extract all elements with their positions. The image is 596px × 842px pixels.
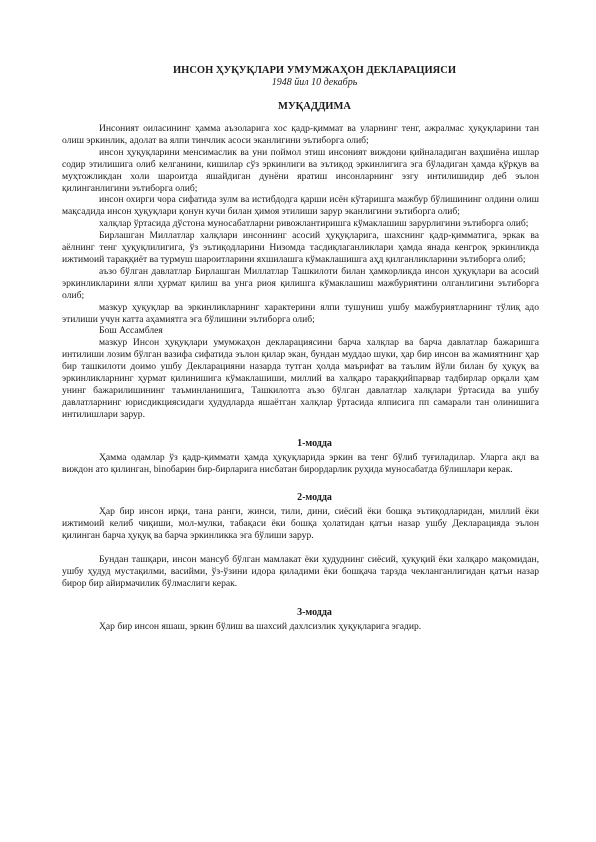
document-title: ИНСОН ҲУҚУҚЛАРИ УМУМЖАҲОН ДЕКЛАРАЦИЯСИ [172, 65, 457, 76]
preamble-body [62, 123, 539, 421]
preamble-paragraph: Бирлашган Миллатлар халқлари инсоннинг асосий ҳуқуқларига, шахснинг қадр-қимматига, эркак ва аёлнинг тенг ҳуқуқлилигига, ўз эътиқодларини Низомда тасдиқлаганликлари ҳамда янада кенгроқ эркинликда ижтимоий тараққиёт ва турмуш шароитларини яхшилашга кўмаклашишга аҳд қилганликларини эътиборга олиб; [62, 230, 539, 265]
preamble-paragraph: Инсоният оиласининг ҳамма аъзоларига хос қадр-қиммат ва уларнинг тенг, ажралмас ҳуқуқларини тан олиш эркинлик, адолат ва ялпи тинчлик асоси эканлигини эътиборга олиб; [62, 123, 539, 146]
preamble-heading: МУҚАДДИМА [278, 101, 351, 112]
preamble-paragraph: инсон охирги чора сифатида зулм ва истибдодга қарши исён кўтаришга мажбур бўлишининг олдини олиш мақсадида инсон ҳуқуқлари қонун кучи билан ҳимоя этилиши зарур эканлигини эътиборга олиб; [62, 194, 539, 218]
document-date: 1948 йил 10 декабрь [271, 77, 358, 88]
article-paragraph: Ҳамма одамлар ўз қадр-қиммати ҳамда ҳуқуқларида эркин ва тенг бўлиб туғиладилар. Уларга ақл ва виждон ато қилинган, binобарин бир-бирларига нисбатан бирордарлик руҳида муносабатда бўлишлари керак. [62, 451, 539, 475]
article-paragraph: Ҳар бир инсон яшаш, эркин бўлиш ва шахсий дахлсизлик ҳуқуқларига эгадир. [99, 620, 422, 632]
preamble-paragraph: халқлар ўртасида дўстона муносабатларни ривожлантиришга кўмаклашиш зарурлигини эътиборга олиб; [99, 218, 529, 230]
article-paragraph: Бундан ташқари, инсон мансуб бўлган мамлакат ёки ҳудуднинг сиёсий, ҳуқуқий ёки халқаро мақомидан, ушбу ҳудуд мустақилми, васийми, ўз-ўзини идора қиладими ёки бошқача тарзда чекланганлигидан қатъи назар бирор бир айирмачилик бўлмаслиги керак. [62, 554, 539, 589]
article-heading: 3-модда [297, 606, 332, 618]
general-assembly-label: Бош Ассамблея [99, 325, 163, 337]
preamble-paragraph: мазкур ҳуқуқлар ва эркинликларнинг характерини ялпи тушуниш ушбу мажбуриятларнинг тўлиқ адо этилиши учун катта аҳамиятга эга бўлишини эътиборга олиб; [62, 301, 539, 325]
article-2 [62, 492, 539, 589]
preamble-paragraph: инсон ҳуқуқларини менсимаслик ва уни поймол этиш инсоният виждони қийналадиган ваҳшиёна ишлар содир этилишига олиб келганини, кишилар сўз эркинлиги ва эътиқод эркинлигига эга бўладиган ҳамда қўрқув ва муҳтожликдан холи шароитда яшайдиган дунёни яратиш инсонларнинг эзгу интилишидир деб эълон қилинганлигини эътиборга олиб; [62, 146, 539, 194]
paragraph-spacer [62, 542, 539, 554]
article-paragraph: Ҳар бир инсон ирқи, тана ранги, жинси, тили, дини, сиёсий ёки бошқа эътиқодларидан, миллий ёки ижтимоий келиб чиқиши, мол-мулки, табақаси ёки бошқа ҳолатидан қатъи назар ушбу Декларацияда эълон қилинган барча ҳуқуқ ва барча эркинликка эга бўлиши зарур. [62, 506, 539, 542]
article-heading: 1-модда [297, 437, 332, 449]
article-heading: 2-модда [297, 492, 332, 504]
preamble-paragraph: мазкур Инсон ҳуқуқлари умумжаҳон декларациясини барча халқлар ва барча давлатлар бажаришга интилиши лозим бўлган вазифа сифатида эълон қилар экан, бундан муддао шуки, ҳар бир инсон ва жамиятнинг ҳар бир ташкилоти доимо ушбу Декларацияни назарда тутган ҳолда маърифат ва таълим йўли билан бу ҳуқуқ ва эркинликларнинг ҳурмат қилинишига кўмаклашиши, миллий ва халқаро тараққийпарвар тадбирлар орқали ҳам унинг бажарилишининг таъминланишига, Ташкилотга аъзо бўлган давлатлар халқлари ўртасида ва ушбу давлатларнинг юрисдикциясидаги ҳудудларда яшаётган халқлар ўртасида ялписига пп самарали тан олинишига интилишлари зарур. [62, 337, 539, 420]
article-3 [62, 607, 539, 633]
preamble-paragraph: аъзо бўлган давлатлар Бирлашган Миллатлар Ташкилоти билан ҳамкорликда инсон ҳуқуқлари ва асосий эркинликларини ялпи ҳурмат қилиш ва унга риоя қилишга кўмаклашиш мажбуриятини олганлигини эътиборга олиб; [62, 265, 539, 301]
article-1 [62, 438, 539, 476]
